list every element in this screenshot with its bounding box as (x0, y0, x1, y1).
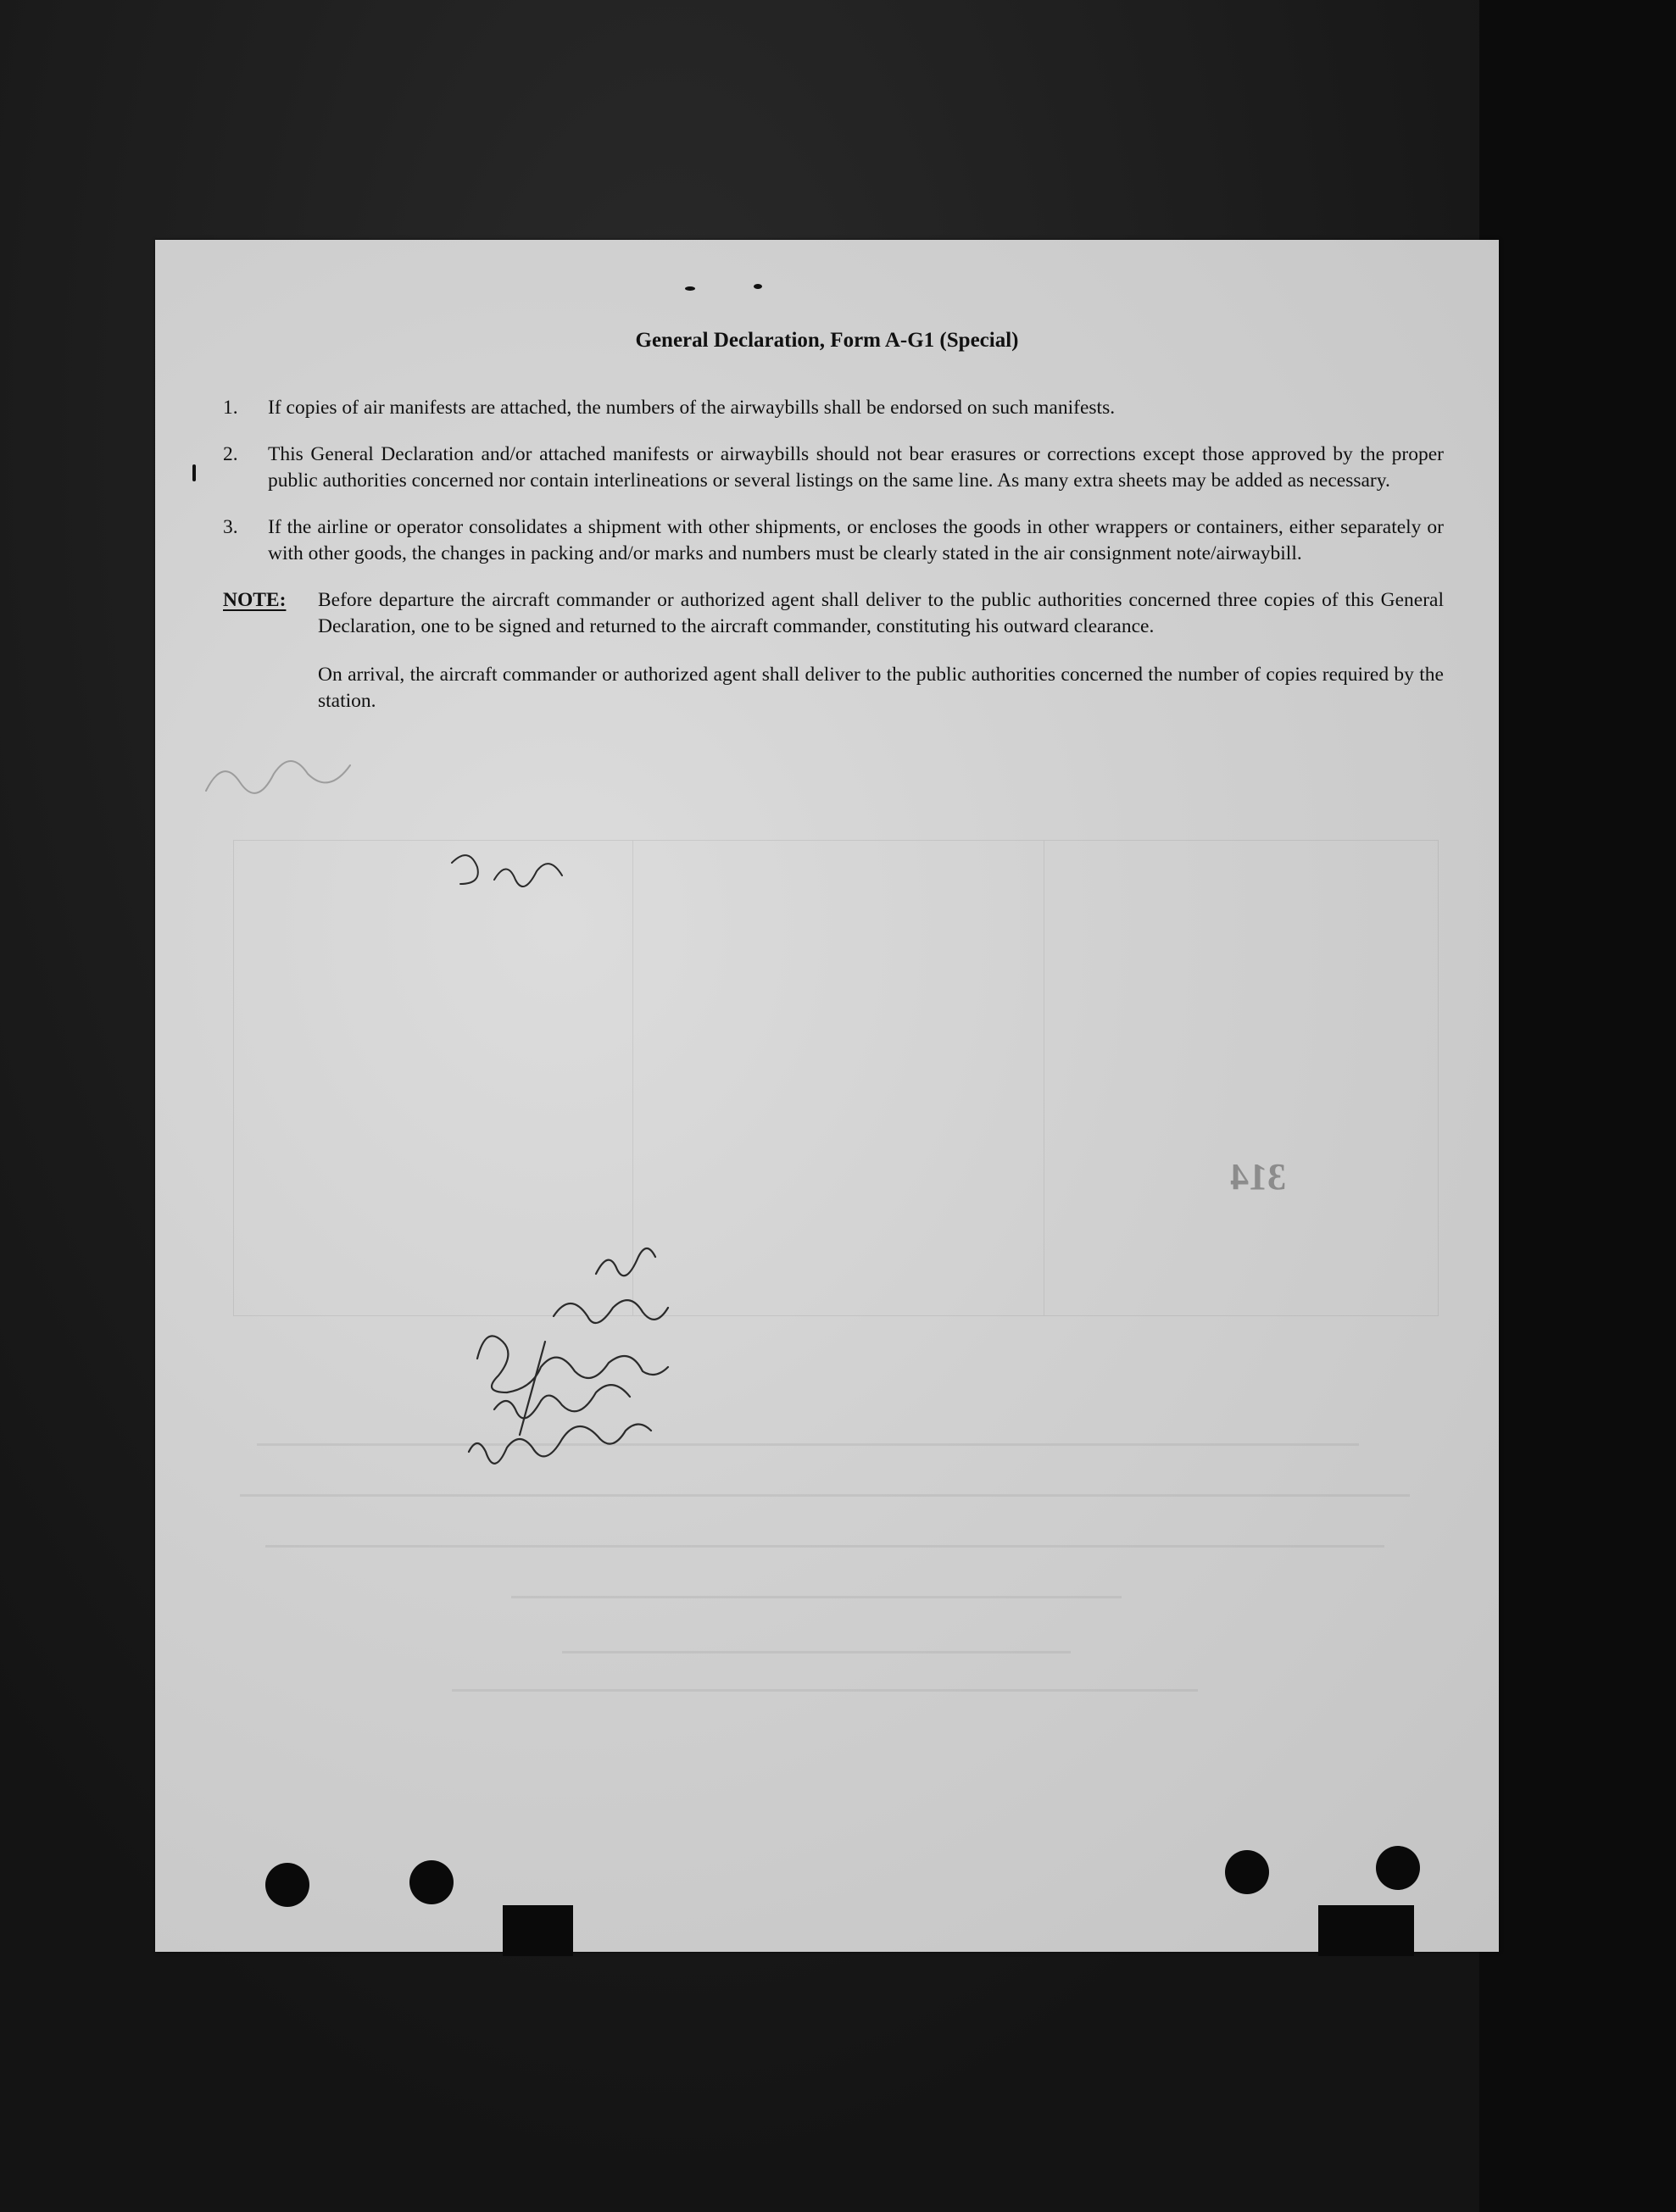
note-block (223, 587, 1444, 640)
handwritten-notation (435, 837, 604, 931)
item-number: 1. (223, 397, 238, 419)
item-text: If the airline or operator consolidates a shipment with other shipments, or encloses the goods in other wrappers or containers, either separately or with other goods, the changes in packing and/or marks and numbers must be clearly stated in the air consignment note/airwaybill. (268, 516, 1444, 564)
item-number: 2. (223, 443, 238, 465)
handwritten-notation (426, 1214, 799, 1486)
binding-tab (1318, 1905, 1414, 1956)
handwritten-notation (189, 731, 409, 825)
punch-hole (265, 1863, 309, 1907)
list-item (223, 395, 1444, 421)
punch-hole (1376, 1846, 1420, 1890)
bleed-through-line (562, 1651, 1071, 1653)
arrival-note-text: On arrival, the aircraft commander or authorized agent shall deliver to the public authorities concerned the number of copies required by the station. (318, 664, 1444, 712)
note-label: NOTE: (223, 589, 287, 611)
ink-speck (754, 284, 762, 289)
list-item (223, 442, 1444, 494)
list-item (223, 514, 1444, 567)
page-title: General Declaration, Form A-G1 (Special) (635, 329, 1019, 352)
punch-hole (409, 1860, 454, 1904)
document-page (155, 240, 1499, 1952)
bleed-through-line (511, 1596, 1122, 1598)
bleed-through-line (257, 1443, 1359, 1446)
bleed-through-stamp: 314 (1230, 1156, 1286, 1198)
ink-speck (685, 286, 695, 291)
bleed-through-form-grid (233, 840, 1439, 1316)
item-text: If copies of air manifests are attached, the numbers of the airwaybills shall be endorsed on such manifests. (268, 397, 1116, 419)
scanner-edge (1479, 0, 1676, 2212)
item-number: 3. (223, 516, 238, 538)
bleed-through-line (265, 1545, 1384, 1548)
instruction-list (223, 395, 1444, 714)
item-text: This General Declaration and/or attached manifests or airwaybills should not bear erasures or corrections except those approved by the proper public authorities concerned nor contain interlineations or several listings on the same line. As many extra sheets may be added as necessary. (268, 443, 1444, 492)
bleed-through-line (452, 1689, 1198, 1692)
note-text: Before departure the aircraft commander or authorized agent shall deliver to the public authorities concerned three copies of this General Declaration, one to be signed and returned to the aircraft commander, constituting his outward clearance. (318, 589, 1444, 637)
ink-speck (192, 464, 196, 481)
binding-tab (503, 1905, 573, 1956)
bleed-through-line (240, 1494, 1410, 1497)
punch-hole (1225, 1850, 1269, 1894)
